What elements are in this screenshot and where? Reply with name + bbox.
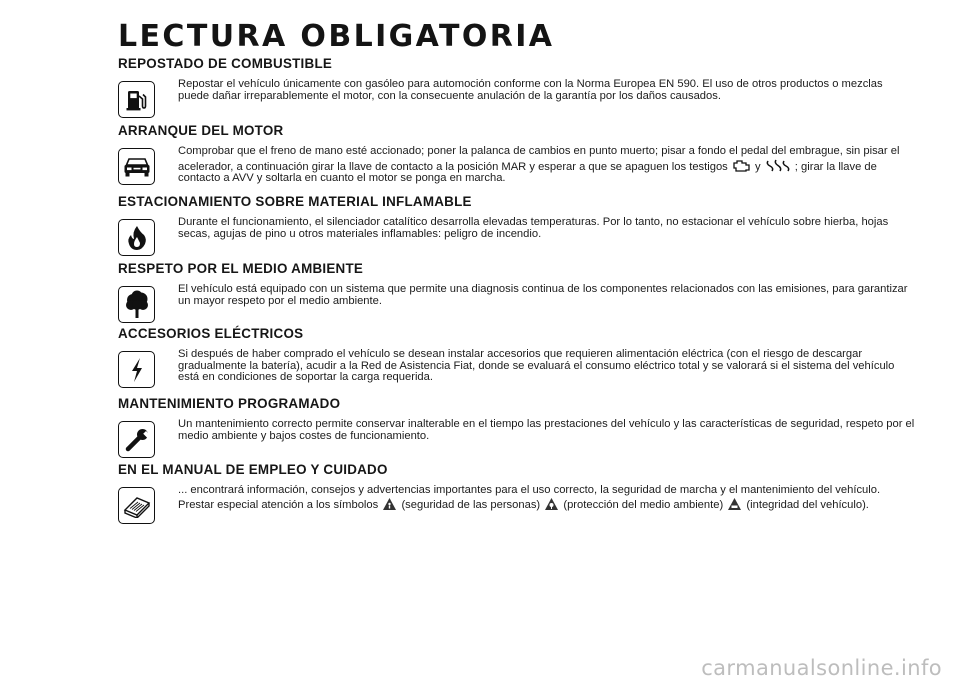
section-heading: REPOSTADO DE COMBUSTIBLE xyxy=(118,56,333,71)
section-maintenance xyxy=(118,396,918,469)
car-front-icon xyxy=(118,148,155,185)
section-text-part: (seguridad de las personas) xyxy=(401,498,541,511)
section-text-part: (integridad del vehículo). xyxy=(746,498,869,511)
watermark: carmanualsonline.info xyxy=(701,656,942,680)
section-heading: ESTACIONAMIENTO SOBRE MATERIAL INFLAMABLE xyxy=(118,194,472,209)
section-text-part: Comprobar que el freno de mano esté accionado; poner la palanca de cambios en punto muerto; pisar a fondo el pedal del embrague, sin pisar el acelerador, a continuación girar la llave de contacto a la posición MAR y esperar a que se apaguen los testigos xyxy=(178,145,900,173)
engine-check-icon xyxy=(732,158,751,173)
section-flammable xyxy=(118,194,918,267)
section-environment xyxy=(118,261,918,334)
tree-icon xyxy=(118,286,155,323)
manual-book-icon xyxy=(118,487,155,524)
section-electrical xyxy=(118,326,918,399)
flame-icon xyxy=(118,219,155,256)
section-text-part: ... encontrará información, consejos y advertencias importantes para el uso correcto, la seguridad de marcha y el mantenimiento del vehículo. Prestar especial atención a los símbolos xyxy=(178,484,881,511)
section-text: Un mantenimiento correcto permite conservar inalterable en el tiempo las prestaciones del vehículo y las características de seguridad, respeto por el medio ambiente y bajos costes de funcionamiento. xyxy=(178,418,915,442)
section-text xyxy=(178,485,916,511)
section-text xyxy=(178,146,916,185)
section-fuel xyxy=(118,56,918,129)
section-text: Durante el funcionamiento, el silenciador catalítico desarrolla elevadas temperaturas. Por lo tanto, no estacionar el vehículo sobre hierba, hojas secas, agujas de pino u otros materiales inflamables: peligro de incendio. xyxy=(178,216,889,240)
section-text: Si después de haber comprado el vehículo se desean instalar accesorios que requieren alimentación eléctrica (con el riesgo de descargar gradualmente la batería), acudir a la Red de Asistencia Fiat, donde se evaluará el consumo eléctrico total y se valorará si el sistema del vehículo está en condiciones de soportar la carga requerida. xyxy=(178,348,895,384)
section-heading: ARRANQUE DEL MOTOR xyxy=(118,123,284,138)
glow-plug-icon xyxy=(765,158,791,173)
warning-environment-icon xyxy=(544,497,559,511)
section-manual xyxy=(118,462,918,535)
lightning-icon xyxy=(118,351,155,388)
section-text-part: y xyxy=(754,160,761,173)
page-title: LECTURA OBLIGATORIA xyxy=(118,19,555,54)
section-text-part: ; girar la llave de contacto a AVV y soltarla en cuanto el motor se ponga en marcha. xyxy=(178,160,877,185)
fuel-pump-icon xyxy=(118,81,155,118)
wrench-icon xyxy=(118,421,155,458)
section-heading: MANTENIMIENTO PROGRAMADO xyxy=(118,396,341,411)
section-text: El vehículo está equipado con un sistema que permite una diagnosis continua de los componentes relacionados con las emisiones, para garantizar un mayor respeto por el medio ambiente. xyxy=(178,283,908,307)
section-heading: RESPETO POR EL MEDIO AMBIENTE xyxy=(118,261,364,276)
section-heading: ACCESORIOS ELÉCTRICOS xyxy=(118,326,304,341)
section-text-part: (protección del medio ambiente) xyxy=(563,498,724,511)
section-heading: EN EL MANUAL DE EMPLEO Y CUIDADO xyxy=(118,462,388,477)
section-text: Repostar el vehículo únicamente con gasóleo para automoción conforme con la Norma Europea EN 590. El uso de otros productos o mezclas puede dañar irreparablemente el motor, con la consecuente anulación de la garantía por los daños causados. xyxy=(178,78,883,102)
section-engine-start xyxy=(118,123,918,196)
warning-vehicle-icon xyxy=(727,497,742,511)
warning-person-icon xyxy=(382,497,397,511)
